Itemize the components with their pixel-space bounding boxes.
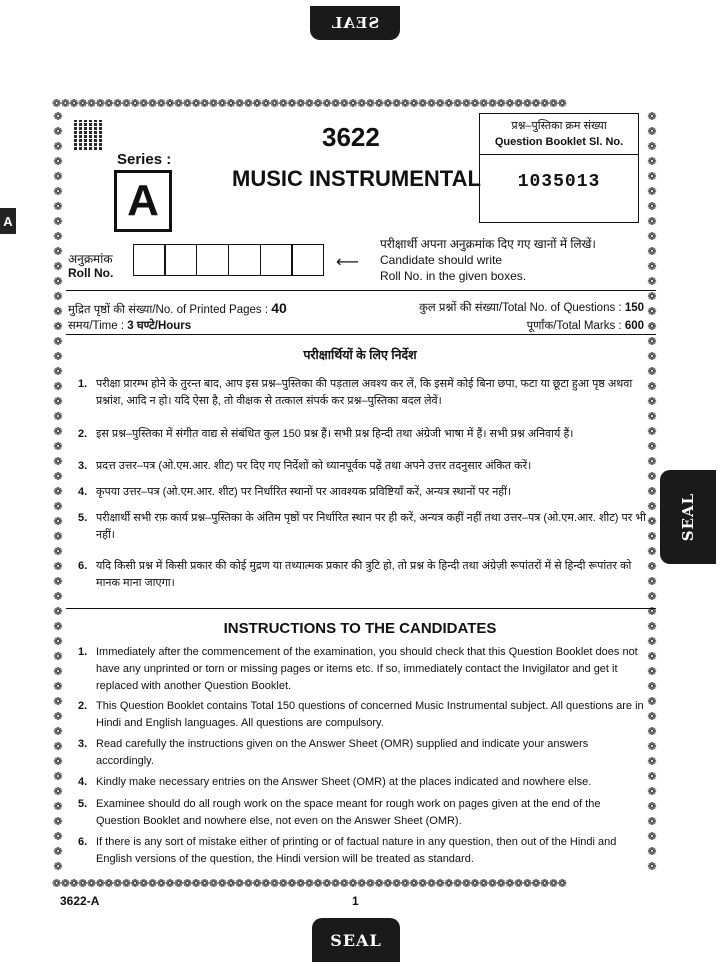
seal-bottom-text: SEAL [330,930,382,950]
roll-box[interactable] [164,244,197,276]
seal-right-text: SEAL [678,492,697,542]
roll-note-english-2: Roll No. in the given boxes. [380,269,527,283]
item-text: परीक्षा प्रारम्भ होने के तुरन्त बाद, आप इस प्रश्न–पुस्तिका की पड़ताल अवश्य कर लें, कि इसमें कोई बिना छपा, फटा या छूटा हुआ पृष्ठ अथवा प्रश्नांश, आदि न हो। यदि ऐसा है, तो वीक्षक से तत्काल संपर्क कर प्रश्न–पुस्तिका बदल लेवें। [96,378,633,407]
booklet-number-box [479,113,639,223]
time-value: 3 घण्टे/Hours [127,320,192,332]
booklet-number: 1035013 [517,172,601,192]
item-number: 5. [78,798,88,810]
paper-code: 3622 [322,122,380,152]
questions-label: कुल प्रश्नों की संख्या/Total No. of Questions : [419,302,625,314]
exam-time [68,318,191,333]
total-marks [527,318,644,333]
hindi-instructions-heading: परीक्षार्थियों के लिए निर्देश [303,348,417,362]
divider-line [66,608,656,609]
item-number: 6. [78,836,88,848]
total-questions [419,300,644,315]
booklet-label-english: Question Booklet Sl. No. [494,136,624,148]
roll-number-boxes [134,244,324,276]
roll-note-english-1: Candidate should write [380,253,503,267]
item-number: 5. [78,512,88,524]
item-number: 1. [78,646,88,658]
series-letter-box: A [114,170,172,232]
roll-instruction [380,236,596,284]
roll-box[interactable] [133,244,166,276]
seal-top-text: SEAL [330,14,380,32]
border-bottom-ornament: ❁❁❁❁❁❁❁❁❁❁❁❁❁❁❁❁❁❁❁❁❁❁❁❁❁❁❁❁❁❁❁❁❁❁❁❁❁❁❁❁❁❁❁❁❁❁❁❁❁❁❁❁❁❁❁❁❁❁❁ [52,878,567,890]
roll-label-english: Roll No. [68,266,114,280]
seal-bottom-tab [312,918,400,962]
roll-box[interactable] [260,244,293,276]
divider-line [66,290,656,291]
item-text: If there is any sort of mistake either of printing or of factual nature in any question, then out of the Hindi and English versions of the question, the Hindi version will be treated as standard. [96,836,617,865]
qr-code-icon [74,120,102,150]
item-text: Immediately after the commencement of the examination, you should check that this Question Booklet does not have any unprinted or torn or missing pages or items etc. If so, immediately contact the Invigilator and get it replaced with another Question Booklet. [96,646,638,692]
side-series-tab: A [0,208,16,234]
booklet-divider [480,154,638,155]
item-text: This Question Booklet contains Total 150 questions of concerned Music Instrumental subject. All questions are in Hindi and English languages. All questions are compulsory. [96,700,644,729]
item-number: 6. [78,560,88,572]
booklet-label-hindi: प्रश्न–पुस्तिका क्रम संख्या [511,120,607,132]
item-text: इस प्रश्न–पुस्तिका में संगीत वाद्य से संबंधित कुल 150 प्रश्न हैं। सभी प्रश्न हिन्दी तथा अंग्रेजी भाषा में हैं। सभी प्रश्न अनिवार्य हैं। [96,428,574,440]
item-text: Kindly make necessary entries on the Answer Sheet (OMR) at the places indicated and nowhere else. [96,776,592,788]
time-label: समय/Time : [68,320,128,332]
printed-pages-label: मुद्रित पृष्ठों की संख्या/No. of Printed Pages : [68,304,272,316]
english-instructions-heading: INSTRUCTIONS TO THE CANDIDATES [223,620,497,637]
subject-title: MUSIC INSTRUMENTAL [232,166,481,191]
page-number: 1 [352,894,359,908]
footer-paper-code: 3622-A [60,894,100,908]
questions-value: 150 [624,302,644,314]
item-number: 3. [78,460,88,472]
item-number: 2. [78,428,88,440]
item-text: यदि किसी प्रश्न में किसी प्रकार की कोई मुद्रण या तथ्यात्मक प्रकार की त्रुटि हो, तो प्रश्न के हिन्दी तथा अंग्रेज़ी रूपांतरों में से हिन्दी रूपांतर को मानक माना जाएगा। [96,560,632,589]
roll-box[interactable] [291,244,324,276]
roll-note-hindi: परीक्षार्थी अपना अनुक्रमांक दिए गए खानों में लिखें। [380,237,596,251]
arrow-left-icon: ⟵ [336,254,359,271]
border-left-ornament: ❁ ❁ ❁ ❁ ❁ ❁ ❁ ❁ ❁ ❁ ❁ ❁ ❁ ❁ ❁ ❁ ❁ ❁ ❁ ❁ ❁ ❁ ❁ ❁ ❁ ❁ ❁ ❁ ❁ ❁ ❁ ❁ ❁ ❁ ❁ ❁ ❁ ❁ ❁ ❁ ❁ ❁ ❁ ❁ ❁ ❁ ❁ ❁ ❁ ❁ ❁ [53,111,63,873]
item-number: 4. [78,776,88,788]
roll-box[interactable] [196,244,229,276]
item-text: Examinee should do all rough work on the space meant for rough work on pages given at the end of the Question Booklet and nowhere else, not even on the Answer Sheet (OMR). [96,798,601,827]
item-text: परीक्षार्थी सभी रफ़ कार्य प्रश्न–पुस्तिका के अंतिम पृष्ठों पर निर्धारित स्थान पर ही करें, अन्यत्र कहीं नहीं तथा उत्तर–पत्र (ओ.एम.आर. शीट) पर भी नहीं। [96,512,646,541]
roll-label-hindi: अनुक्रमांक [68,252,113,266]
printed-pages-value: 40 [271,300,287,316]
seal-right-tab [660,470,716,564]
divider-line [66,334,656,335]
border-top-ornament: ❁❁❁❁❁❁❁❁❁❁❁❁❁❁❁❁❁❁❁❁❁❁❁❁❁❁❁❁❁❁❁❁❁❁❁❁❁❁❁❁❁❁❁❁❁❁❁❁❁❁❁❁❁❁❁❁❁❁❁ [52,98,567,110]
item-number: 2. [78,700,88,712]
roll-box[interactable] [228,244,261,276]
item-number: 4. [78,486,88,498]
marks-label: पूर्णांक/Total Marks : [526,320,625,332]
border-right-ornament: ❁ ❁ ❁ ❁ ❁ ❁ ❁ ❁ ❁ ❁ ❁ ❁ ❁ ❁ ❁ ❁ ❁ ❁ ❁ ❁ ❁ ❁ ❁ ❁ ❁ ❁ ❁ ❁ ❁ ❁ ❁ ❁ ❁ ❁ ❁ ❁ ❁ ❁ ❁ ❁ ❁ ❁ ❁ ❁ ❁ ❁ ❁ ❁ ❁ ❁ ❁ [647,111,657,873]
item-text: Read carefully the instructions given on the Answer Sheet (OMR) supplied and indicate your answers accordingly. [96,738,589,767]
marks-value: 600 [624,320,644,332]
item-number: 3. [78,738,88,750]
seal-top-tab [310,6,400,40]
item-text: कृपया उत्तर–पत्र (ओ.एम.आर. शीट) पर निर्धारित स्थानों पर आवश्यक प्रविष्टियाँ करें, अन्यत्र स्थानों पर नहीं। [96,486,512,498]
printed-pages [68,300,287,317]
item-number: 1. [78,378,88,390]
item-text: प्रदत्त उत्तर–पत्र (ओ.एम.आर. शीट) पर दिए गए निर्देशों को ध्यानपूर्वक पढ़ें तथा अपने उत्तर तदनुसार अंकित करें। [96,460,532,472]
series-label: Series : [117,151,172,168]
